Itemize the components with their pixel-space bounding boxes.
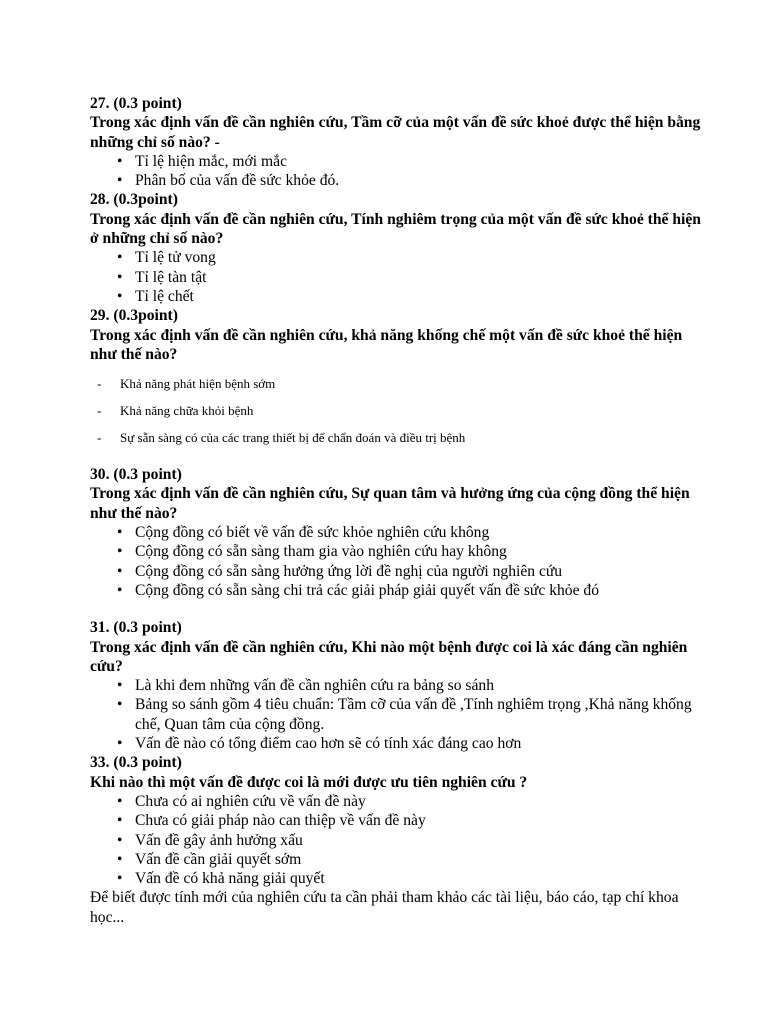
question-heading: 28. (0.3point) (90, 191, 178, 209)
question-text: Khi nào thì một vấn đề được coi là mới được ưu tiên nghiên cứu ? (90, 773, 528, 791)
list-item-text: Chưa có giải pháp nào can thiệp về vấn đề này (135, 812, 426, 830)
closing-note: Để biết được tính mới của nghiên cứu ta cần phải tham khảo các tài liệu, báo cáo, tạp chí khoa học... (90, 889, 679, 926)
bullet-icon: • (117, 172, 123, 190)
list-item-text: Là khi đem những vấn đề cần nghiên cứu ra bảng so sánh (135, 677, 494, 695)
list-item-text: Phân bố của vấn đề sức khỏe đó. (135, 172, 340, 190)
question-text: Trong xác định vấn đề cần nghiên cứu, khả năng khống chế một vấn đề sức khoẻ thể hiện như thế nào? (90, 326, 683, 363)
bullet-icon: • (117, 677, 123, 695)
list-item (117, 792, 708, 811)
bullet-icon: • (117, 287, 123, 305)
answer-list (90, 676, 708, 753)
list-item (97, 403, 708, 418)
question-30 (90, 465, 708, 600)
dash-icon: - (97, 376, 102, 392)
list-item (117, 248, 708, 267)
list-item (117, 831, 708, 850)
list-item (117, 523, 708, 542)
question-text: Trong xác định vấn đề cần nghiên cứu, Khi nào một bệnh được coi là xác đáng cần nghiên cứu? (90, 638, 688, 675)
list-item (117, 869, 708, 888)
list-item (117, 811, 708, 830)
answer-list (90, 792, 708, 888)
bullet-icon: • (117, 696, 123, 714)
list-item-text: Khả năng phát hiện bệnh sớm (120, 376, 276, 392)
list-item-text: Cộng đồng có sẵn sàng hưởng ứng lời đề nghị của người nghiên cứu (135, 562, 563, 580)
list-item-text: Tỉ lệ hiện mắc, mới mắc (135, 152, 288, 170)
list-item-text: Khả năng chữa khỏi bệnh (120, 403, 254, 419)
list-item-text: Vấn đề nào có tổng điểm cao hơn sẽ có tính xác đáng cao hơn (135, 735, 522, 753)
question-29 (90, 306, 708, 445)
question-heading: 27. (0.3 point) (90, 95, 182, 112)
bullet-icon: • (117, 850, 123, 868)
list-item (117, 695, 708, 734)
bullet-icon: • (117, 152, 123, 170)
list-item-text: Vấn đề có khả năng giải quyết (135, 870, 325, 888)
question-31 (90, 618, 708, 753)
list-item (117, 268, 708, 287)
bullet-icon: • (117, 268, 123, 286)
list-item (117, 562, 708, 581)
question-heading: 30. (0.3 point) (90, 466, 182, 484)
list-item (117, 850, 708, 869)
answer-list (90, 248, 708, 306)
dash-icon: - (97, 403, 102, 419)
bullet-icon: • (117, 812, 123, 830)
list-item (117, 287, 708, 306)
bullet-icon: • (117, 792, 123, 810)
list-item-text: Tỉ lệ tàn tật (135, 268, 207, 286)
bullet-icon: • (117, 562, 123, 580)
bullet-icon: • (117, 581, 123, 599)
bullet-icon: • (117, 870, 123, 888)
dash-icon: - (97, 430, 102, 446)
question-heading: 31. (0.3 point) (90, 619, 182, 637)
question-28 (90, 190, 708, 306)
question-heading: 33. (0.3 point) (90, 754, 182, 772)
list-item-text: Cộng đồng có biết về vấn đề sức khỏe nghiên cứu không (135, 524, 490, 542)
bullet-icon: • (117, 524, 123, 542)
list-item (117, 581, 708, 600)
answer-list (90, 376, 708, 445)
list-item-text: Sự sẵn sàng có của các trang thiết bị để chẩn đoán và điều trị bệnh (120, 430, 466, 446)
list-item-text: Tỉ lệ chết (135, 287, 194, 305)
answer-list (90, 523, 708, 600)
list-item-text: Cộng đồng có sẵn sàng chi trả các giải pháp giải quyết vấn đề sức khỏe đó (135, 581, 600, 599)
question-text: Trong xác định vấn đề cần nghiên cứu, Tầm cỡ của một vấn đề sức khoẻ được thể hiện bằng những chỉ số nào? - (90, 114, 701, 151)
list-item (117, 542, 708, 561)
bullet-icon: • (117, 249, 123, 267)
list-item-text: Bảng so sánh gồm 4 tiêu chuẩn: Tầm cỡ của vấn đề ,Tính nghiêm trọng ,Khả năng khống chế, Quan tâm của cộng đồng. (135, 696, 692, 733)
list-item (117, 676, 708, 695)
list-item (117, 152, 708, 171)
answer-list (90, 152, 708, 191)
list-item (97, 376, 708, 391)
list-item-text: Chưa có ai nghiên cứu về vấn đề này (135, 792, 366, 810)
bullet-icon: • (117, 543, 123, 561)
list-item-text: Vấn đề cần giải quyết sớm (135, 850, 302, 868)
question-27 (90, 94, 708, 190)
bullet-icon: • (117, 831, 123, 849)
bullet-icon: • (117, 735, 123, 753)
list-item-text: Vấn đề gây ảnh hưởng xấu (135, 831, 303, 849)
list-item (117, 734, 708, 753)
question-text: Trong xác định vấn đề cần nghiên cứu, Tính nghiêm trọng của một vấn đề sức khoẻ thể hiện ở những chỉ số nào? (90, 210, 701, 248)
list-item-text: Tỉ lệ tử vong (135, 249, 216, 267)
question-33 (90, 753, 708, 888)
question-heading: 29. (0.3point) (90, 307, 178, 325)
question-text: Trong xác định vấn đề cần nghiên cứu, Sự quan tâm và hưởng ứng của cộng đồng thể hiện như thế nào? (90, 485, 690, 522)
list-item-text: Cộng đồng có sẵn sàng tham gia vào nghiên cứu hay không (135, 543, 507, 561)
list-item (117, 171, 708, 190)
list-item (97, 430, 708, 445)
